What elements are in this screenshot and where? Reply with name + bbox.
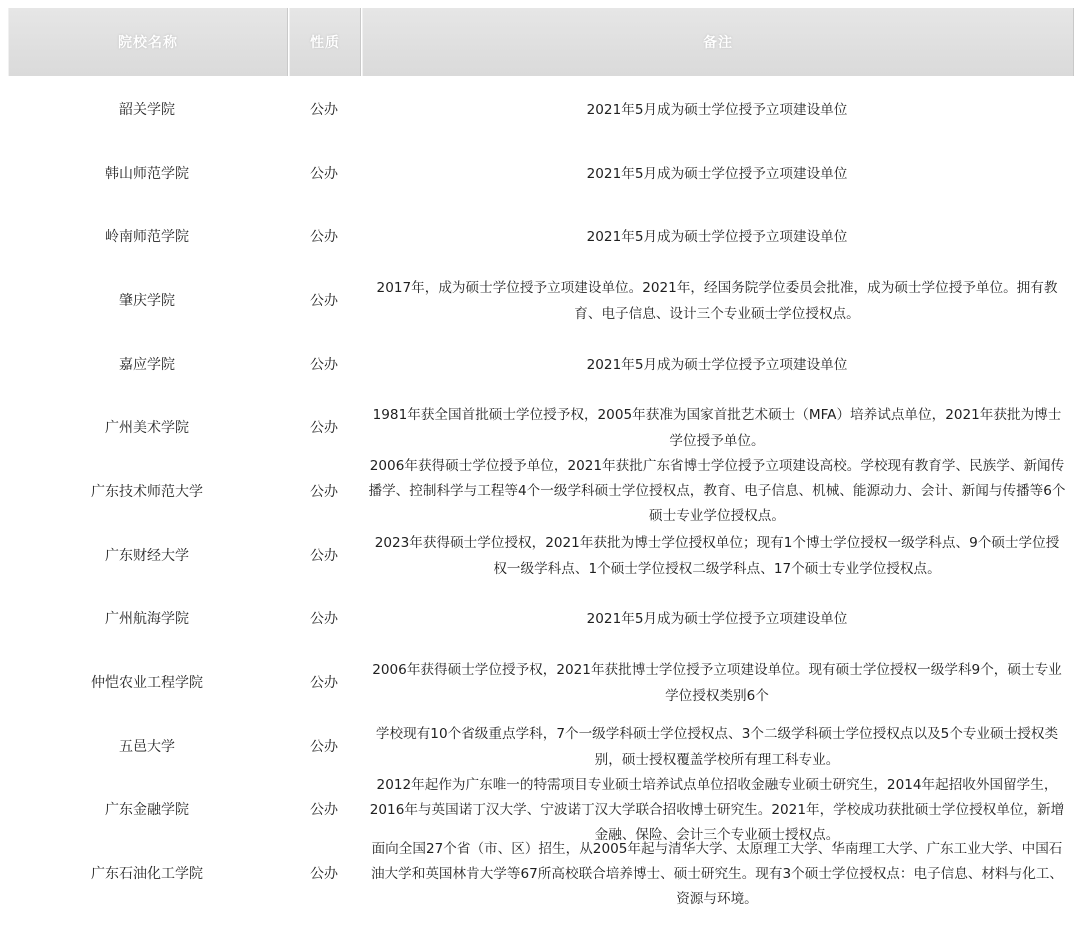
school-name-cell: 广东技术师范大学 <box>91 483 203 500</box>
note-cell: 2021年5月成为硕士学位授予立项建设单位 <box>586 356 848 373</box>
table-body <box>8 78 1072 906</box>
note-cell: 2012年起作为广东唯一的特需项目专业硕士培养试点单位招收金融专业硕士研究生，2014年起招收外国留学生，2016年与英国诺丁汉大学、宁波诺丁汉大学联合招收博士研究生。2021年，学校成功获批硕士学位授权单位，新增金融、保险、会计三个专业硕士授权点。 <box>369 776 1065 843</box>
note-cell: 2023年获得硕士学位授权，2021年获批为博士学位授权单位；现有1个博士学位授权一级学科点、9个硕士学位授权一级学科点、1个硕士学位授权二级学科点、17个硕士专业学位授权点。 <box>374 534 1060 577</box>
note-cell: 面向全国27个省（市、区）招生，从2005年起与清华大学、太原理工大学、华南理工大学、广东工业大学、中国石油大学和英国林肯大学等67所高校联合培养博士、硕士研究生。现有3个硕士学位授权点：电子信息、材料与化工、资源与环境。 <box>370 840 1064 907</box>
type-cell: 公办 <box>310 483 338 500</box>
note-cell: 2021年5月成为硕士学位授予立项建设单位 <box>586 229 848 246</box>
table-row <box>8 142 1072 206</box>
table-row <box>8 78 1072 142</box>
note-cell: 学校现有10个省级重点学科，7个一级学科硕士学位授权点、3个二级学科硕士学位授权点以及5个专业硕士授权类别，硕士授权覆盖学校所有理工科专业。 <box>375 725 1059 768</box>
note-cell: 1981年获全国首批硕士学位授予权，2005年获准为国家首批艺术硕士（MFA）培养试点单位，2021年获批为博士学位授予单位。 <box>372 407 1062 450</box>
table-row <box>8 524 1072 588</box>
school-name-cell: 五邑大学 <box>119 738 175 755</box>
table-row <box>8 715 1072 779</box>
school-name-cell: 韶关学院 <box>119 101 175 118</box>
table-row <box>8 651 1072 715</box>
type-cell: 公办 <box>310 101 338 118</box>
note-cell: 2021年5月成为硕士学位授予立项建设单位 <box>586 611 848 628</box>
type-cell: 公办 <box>310 420 338 437</box>
table-row <box>8 842 1072 906</box>
school-name-cell: 广东金融学院 <box>105 802 189 819</box>
table-row <box>8 776 1072 843</box>
table-header <box>8 8 1072 76</box>
type-cell: 公办 <box>310 675 338 692</box>
type-cell: 公办 <box>310 611 338 628</box>
table-row <box>8 269 1072 333</box>
note-cell: 2006年获得硕士学位授予单位，2021年获批广东省博士学位授予立项建设高校。学校现有教育学、民族学、新闻传播学、控制科学与工程等4个一级学科硕士学位授权点，教育、电子信息、机械、能源动力、会计、新闻与传播等6个硕士专业学位授权点。 <box>368 458 1066 525</box>
type-cell: 公办 <box>310 292 338 309</box>
type-cell: 公办 <box>310 866 338 883</box>
table-row <box>8 205 1072 269</box>
header-type[interactable]: 性质 <box>289 8 361 76</box>
note-cell: 2021年5月成为硕士学位授予立项建设单位 <box>586 101 848 118</box>
school-name-cell: 广东财经大学 <box>105 547 189 564</box>
table-row <box>8 333 1072 397</box>
school-name-cell: 广东石油化工学院 <box>91 866 203 883</box>
table-row <box>8 460 1072 524</box>
school-name-cell: 韩山师范学院 <box>105 165 189 182</box>
type-cell: 公办 <box>310 738 338 755</box>
type-cell: 公办 <box>310 802 338 819</box>
type-cell: 公办 <box>310 547 338 564</box>
type-cell: 公办 <box>310 229 338 246</box>
type-cell: 公办 <box>310 165 338 182</box>
school-name-cell: 广州美术学院 <box>105 420 189 437</box>
note-cell: 2021年5月成为硕士学位授予立项建设单位 <box>586 165 848 182</box>
table-row <box>8 396 1072 460</box>
school-name-cell: 仲恺农业工程学院 <box>91 675 203 692</box>
school-name-cell: 肇庆学院 <box>119 292 175 309</box>
type-cell: 公办 <box>310 356 338 373</box>
note-cell: 2006年获得硕士学位授予权，2021年获批博士学位授予立项建设单位。现有硕士学位授权一级学科9个，硕士专业学位授权类别6个 <box>372 662 1062 705</box>
school-name-cell: 广州航海学院 <box>105 611 189 628</box>
header-note[interactable]: 备注 <box>362 8 1074 76</box>
school-name-cell: 岭南师范学院 <box>105 229 189 246</box>
table-row <box>8 588 1072 652</box>
note-cell: 2017年，成为硕士学位授予立项建设单位。2021年，经国务院学位委员会批准，成为硕士学位授予单位。拥有教育、电子信息、设计三个专业硕士学位授权点。 <box>376 279 1058 322</box>
school-name-cell: 嘉应学院 <box>119 356 175 373</box>
header-school-name[interactable]: 院校名称 <box>8 8 288 76</box>
